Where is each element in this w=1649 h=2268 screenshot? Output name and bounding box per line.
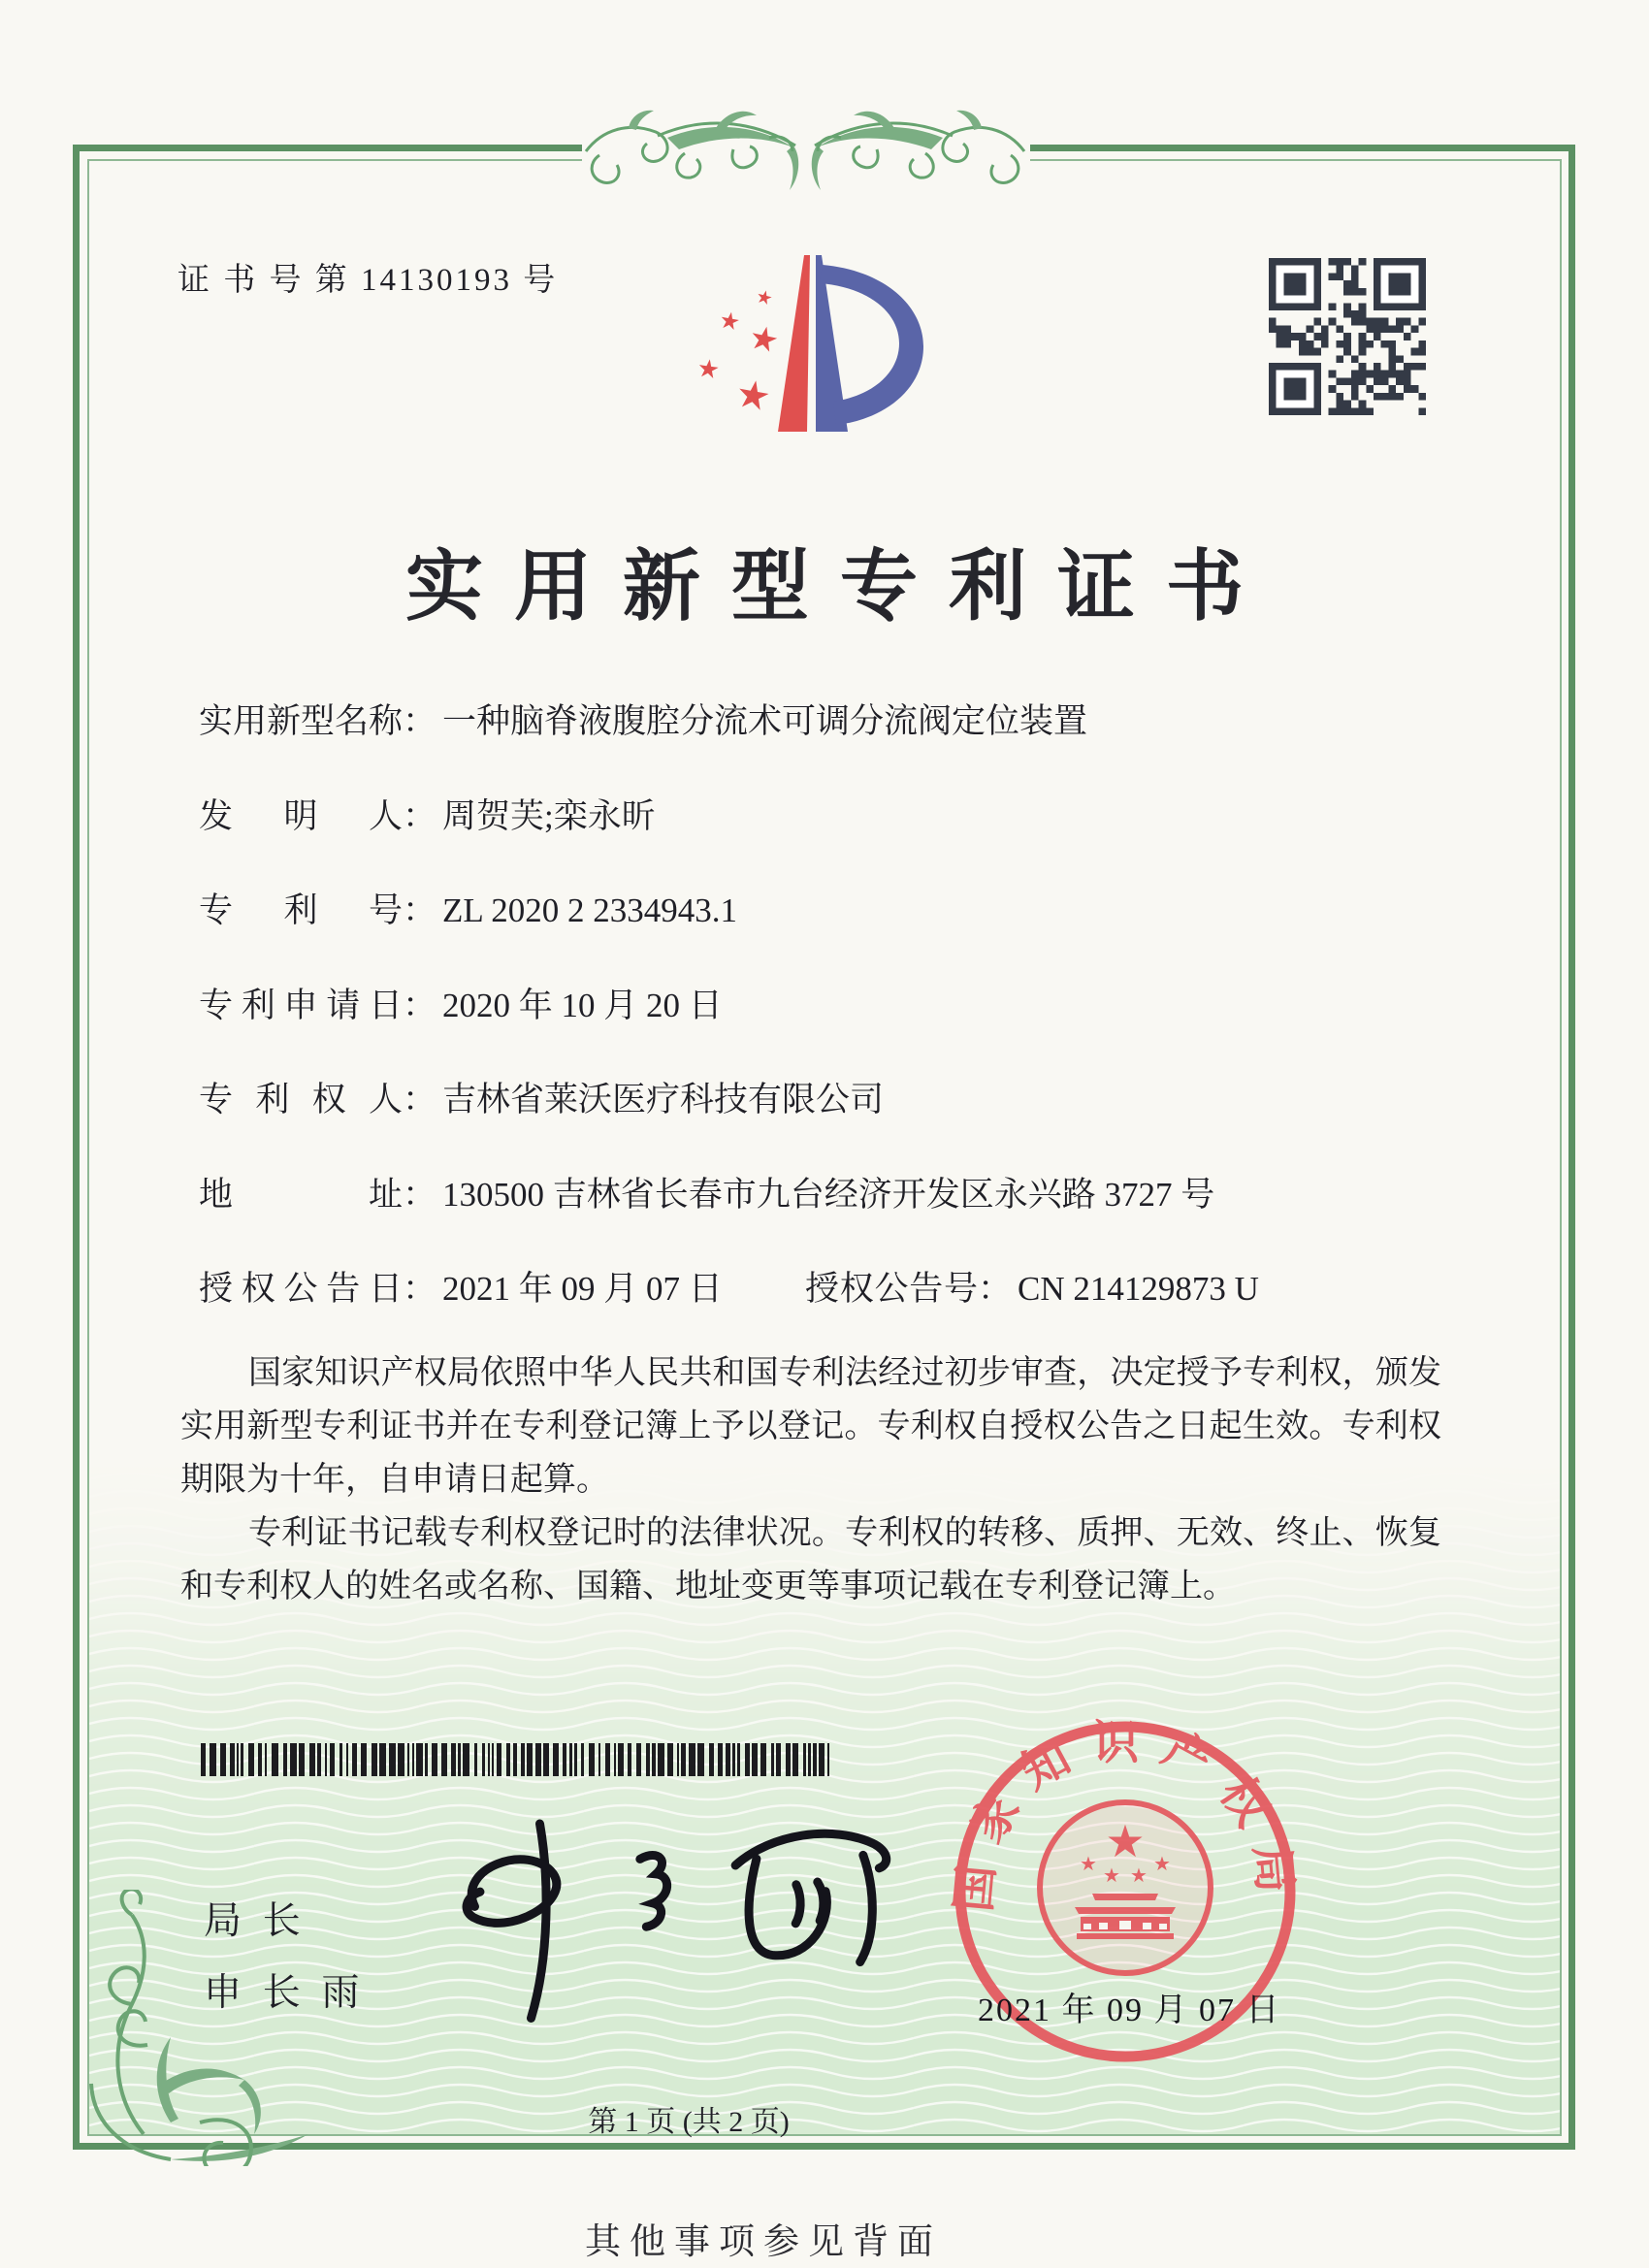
field-label: 授权公告日 [199, 1270, 403, 1308]
field-colon: ： [403, 797, 437, 835]
field-row-patent-number [199, 884, 737, 932]
field-label: 实用新型名称 [199, 702, 404, 740]
certificate-number: 证 书 号 第 14130193 号 [178, 263, 559, 298]
svg-text:★: ★ [1153, 1854, 1171, 1875]
field-label: 授权公告号 [805, 1270, 978, 1308]
seal-date: 2021 年 09 月 07 日 [978, 1993, 1281, 2028]
field-colon: ： [403, 987, 437, 1024]
field-value: CN 214129873 U [1018, 1270, 1259, 1308]
top-flourish-ornament-icon [570, 87, 1040, 204]
svg-text:★: ★ [754, 286, 775, 310]
legal-text-block [180, 1346, 1441, 1613]
national-emblem-icon [1040, 1802, 1211, 1973]
barcode [199, 1741, 839, 1780]
svg-text:★: ★ [717, 308, 743, 337]
field-row-patentee [199, 1073, 884, 1121]
svg-text:★: ★ [1105, 1817, 1146, 1866]
field-colon: ： [403, 1270, 437, 1308]
field-colon: ： [403, 1081, 437, 1118]
field-colon: ： [403, 1176, 437, 1214]
back-note: 其他事项参见背面 [585, 2222, 942, 2262]
signer-name: 申 长 雨 [204, 1972, 366, 2014]
svg-text:★: ★ [732, 371, 775, 420]
seal-arc-text: 国家知识产权局 [949, 1717, 1302, 1915]
field-label: 专利申请日 [199, 987, 403, 1024]
field-value: ZL 2020 2 2334943.1 [442, 891, 737, 929]
field-label: 地址 [199, 1176, 403, 1214]
field-row-invention-name [199, 695, 1087, 743]
field-value: 一种脑脊液腹腔分流术可调分流阀定位装置 [442, 702, 1088, 740]
field-label: 专利号 [199, 891, 403, 929]
field-value: 吉林省莱沃医疗科技有限公司 [442, 1081, 885, 1118]
svg-text:★: ★ [695, 353, 722, 385]
signer-block [204, 1886, 366, 2029]
field-value: 周贺芙;栾永昕 [442, 797, 656, 835]
svg-text:★: ★ [745, 319, 783, 361]
page-indicator: 第 1 页 (共 2 页) [588, 2106, 790, 2138]
field-grant-publication [805, 1262, 1259, 1311]
legal-paragraph-1: 国家知识产权局依照中华人民共和国专利法经过初步审查，决定授予专利权，颁发实用新型专利证书并在专利登记簿上予以登记。专利权自授权公告之日起生效。专利权期限为十年，自申请日起算。 [180, 1355, 1441, 1498]
field-row-address [199, 1168, 1214, 1216]
legal-paragraph-2: 专利证书记载专利权登记时的法律状况。专利权的转移、质押、无效、终止、恢复和专利权人的姓名或名称、国籍、地址变更等事项记载在专利登记簿上。 [180, 1515, 1441, 1604]
field-row-filing-date [199, 979, 723, 1027]
field-value: 2021 年 09 月 07 日 [442, 1270, 723, 1308]
cnipa-logo-icon [667, 236, 939, 483]
svg-text:★: ★ [1080, 1854, 1097, 1875]
certificate-title: 实用新型专利证书 [405, 545, 1275, 631]
field-colon: ： [978, 1270, 1013, 1308]
field-value: 130500 吉林省长春市九台经济开发区永兴路 3727 号 [442, 1176, 1215, 1214]
field-row-grant-date [199, 1262, 1259, 1311]
field-label: 发明人 [199, 797, 403, 835]
commissioner-signature [417, 1806, 999, 2034]
field-value: 2020 年 10 月 20 日 [442, 987, 723, 1024]
field-row-inventor [199, 790, 656, 838]
field-colon: ： [403, 702, 437, 740]
qr-code [1269, 258, 1426, 415]
field-colon: ： [403, 891, 437, 929]
field-label: 专利权人 [199, 1081, 403, 1118]
signer-title: 局 长 [204, 1900, 307, 1942]
svg-text:★: ★ [1130, 1865, 1148, 1887]
svg-text:★: ★ [1103, 1865, 1120, 1887]
